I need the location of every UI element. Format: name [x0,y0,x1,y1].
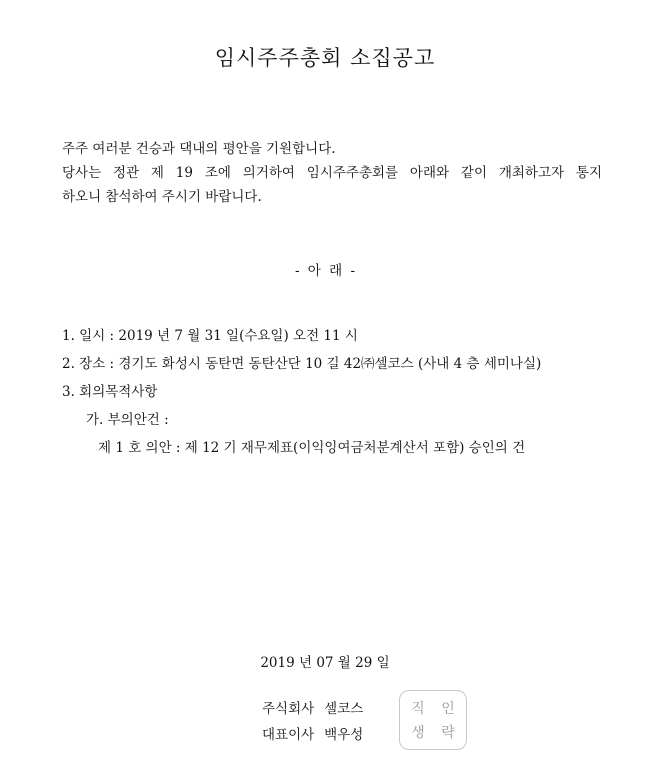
notice-title: 임시주주총회 소집공고 [214,46,436,70]
ceo-row [262,722,363,748]
company-name-row [262,696,363,722]
item-agenda-sub: 가. 부의안건 : [86,412,169,428]
item-place: 2. 장소 : 경기도 화성시 동탄면 동탄산단 10 길 42㈜셀코스 (사내 4 층 세미나실) [62,356,542,372]
item-agenda-resolution: 제 1 호 의안 : 제 12 기 재무제표(이익잉여금처분계산서 포함) 승인의 건 [98,440,526,456]
notice-date: 2019 년 07 월 29 일 [260,655,390,671]
company-label: 주식회사 [262,701,315,717]
item-agenda-heading: 3. 회의목적사항 [62,384,158,400]
intro-paragraph [62,137,602,209]
company-name: 셀코스 [324,701,364,717]
ceo-name: 백우성 [324,727,364,743]
company-signature-block [262,696,363,748]
item-datetime: 1. 일시 : 2019 년 7 월 31 일(수요일) 오전 11 시 [62,328,358,344]
intro-line-1: 주주 여러분 건승과 댁내의 평안을 기원합니다. [62,141,336,157]
below-heading: - 아 래 - [294,263,356,279]
ceo-label: 대표이사 [262,727,315,743]
meeting-details [62,322,632,462]
seal-char-4: 략 [441,725,455,741]
intro-line-3: 하오니 참석하여 주시기 바랍니다. [62,189,262,205]
seal-char-2: 인 [441,701,455,717]
intro-line-2: 당사는 정관 제 19 조에 의거하여 임시주주총회를 아래와 같이 개최하고자 통지 [62,165,602,181]
seal-char-3: 생 [411,725,425,741]
seal-stamp [399,690,467,750]
seal-char-1: 직 [411,701,425,717]
